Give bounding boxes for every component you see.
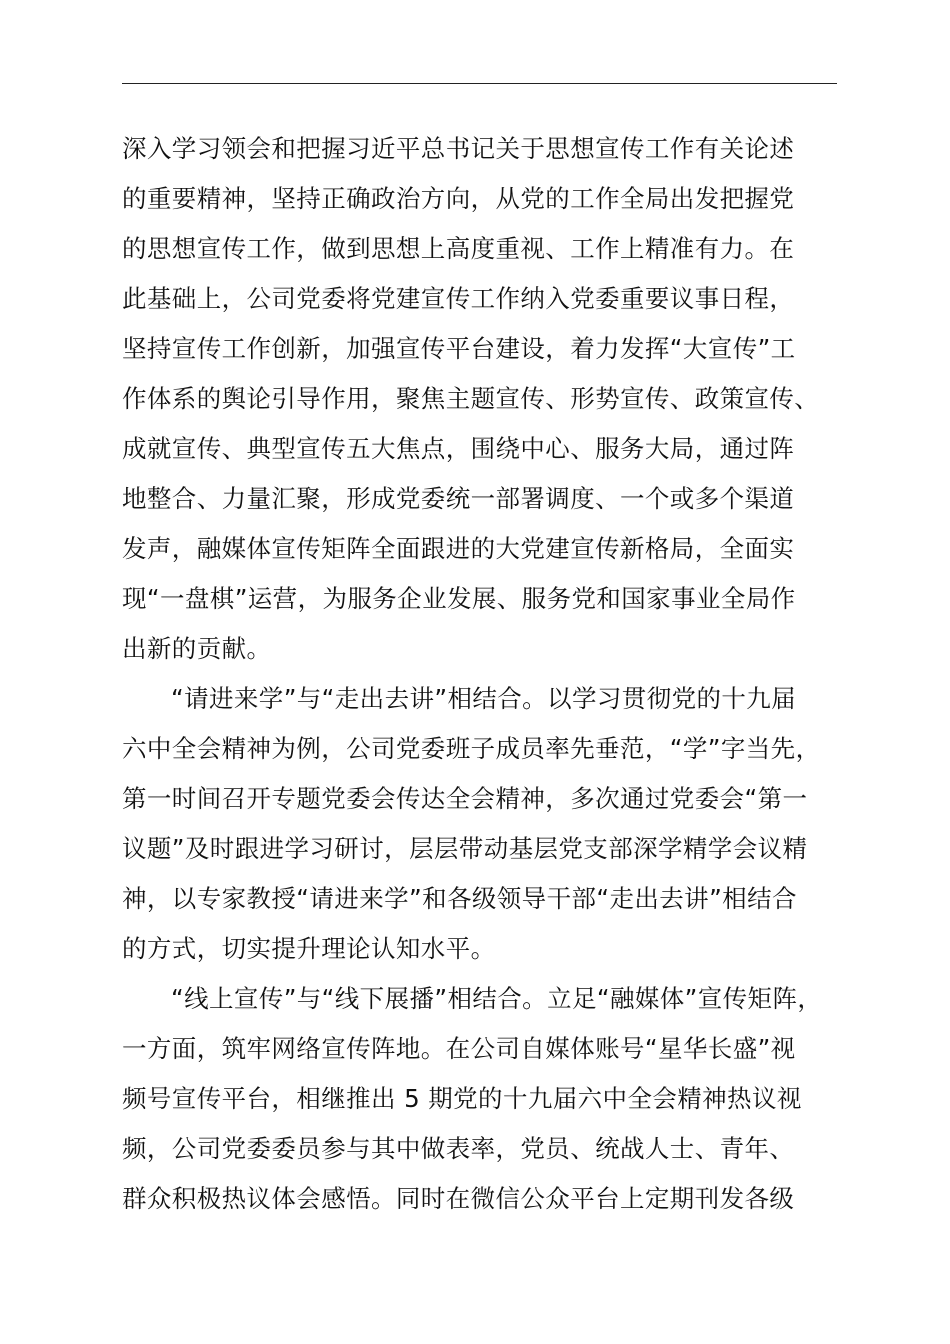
text-line: 六中全会精神为例，公司党委班子成员率先垂范，“学”字当先，: [122, 734, 821, 763]
text-line: 成就宣传、典型宣传五大焦点，围绕中心、服务大局，通过阵: [122, 434, 795, 463]
text-line: 深入学习领会和把握习近平总书记关于思想宣传工作有关论述: [122, 134, 795, 163]
body-text: [122, 124, 842, 1224]
text-line: 作体系的舆论引导作用，聚焦主题宣传、形势宣传、政策宣传、: [122, 384, 820, 413]
text-line: “请进来学”与“走出去讲”相结合。以学习贯彻党的十九届: [171, 684, 797, 713]
text-line: 频号宣传平台，相继推出 5 期党的十九届六中全会精神热议视: [122, 1084, 802, 1113]
text-line: 出新的贡献。: [122, 634, 272, 663]
text-line: 议题”及时跟进学习研讨，层层带动基层党支部深学精学会议精: [122, 834, 808, 863]
text-line: 的重要精神，坚持正确政治方向，从党的工作全局出发把握党: [122, 184, 795, 213]
text-line: 发声，融媒体宣传矩阵全面跟进的大党建宣传新格局，全面实: [122, 534, 795, 563]
text-line: 群众积极热议体会感悟。同时在微信公众平台上定期刊发各级: [122, 1184, 795, 1213]
text-line: “线上宣传”与“线下展播”相结合。立足“融媒体”宣传矩阵，: [171, 984, 823, 1013]
text-line: 坚持宣传工作创新，加强宣传平台建设，着力发挥“大宣传”工: [122, 334, 796, 363]
text-line: 此基础上，公司党委将党建宣传工作纳入党委重要议事日程，: [122, 284, 795, 313]
header-rule: [122, 83, 837, 84]
text-line: 神，以专家教授“请进来学”和各级领导干部“走出去讲”相结合: [122, 884, 797, 913]
text-line: 第一时间召开专题党委会传达全会精神，多次通过党委会“第一: [122, 784, 808, 813]
text-line: 的思想宣传工作，做到思想上高度重视、工作上精准有力。在: [122, 234, 795, 263]
text-line: 一方面，筑牢网络宣传阵地。在公司自媒体账号“星华长盛”视: [122, 1034, 796, 1063]
text-line: 地整合、力量汇聚，形成党委统一部署调度、一个或多个渠道: [122, 484, 795, 513]
text-line: 频，公司党委委员参与其中做表率，党员、统战人士、青年、: [122, 1134, 795, 1163]
text-line: 的方式，切实提升理论认知水平。: [122, 934, 496, 963]
text-line: 现“一盘棋”运营，为服务企业发展、服务党和国家事业全局作: [122, 584, 796, 613]
